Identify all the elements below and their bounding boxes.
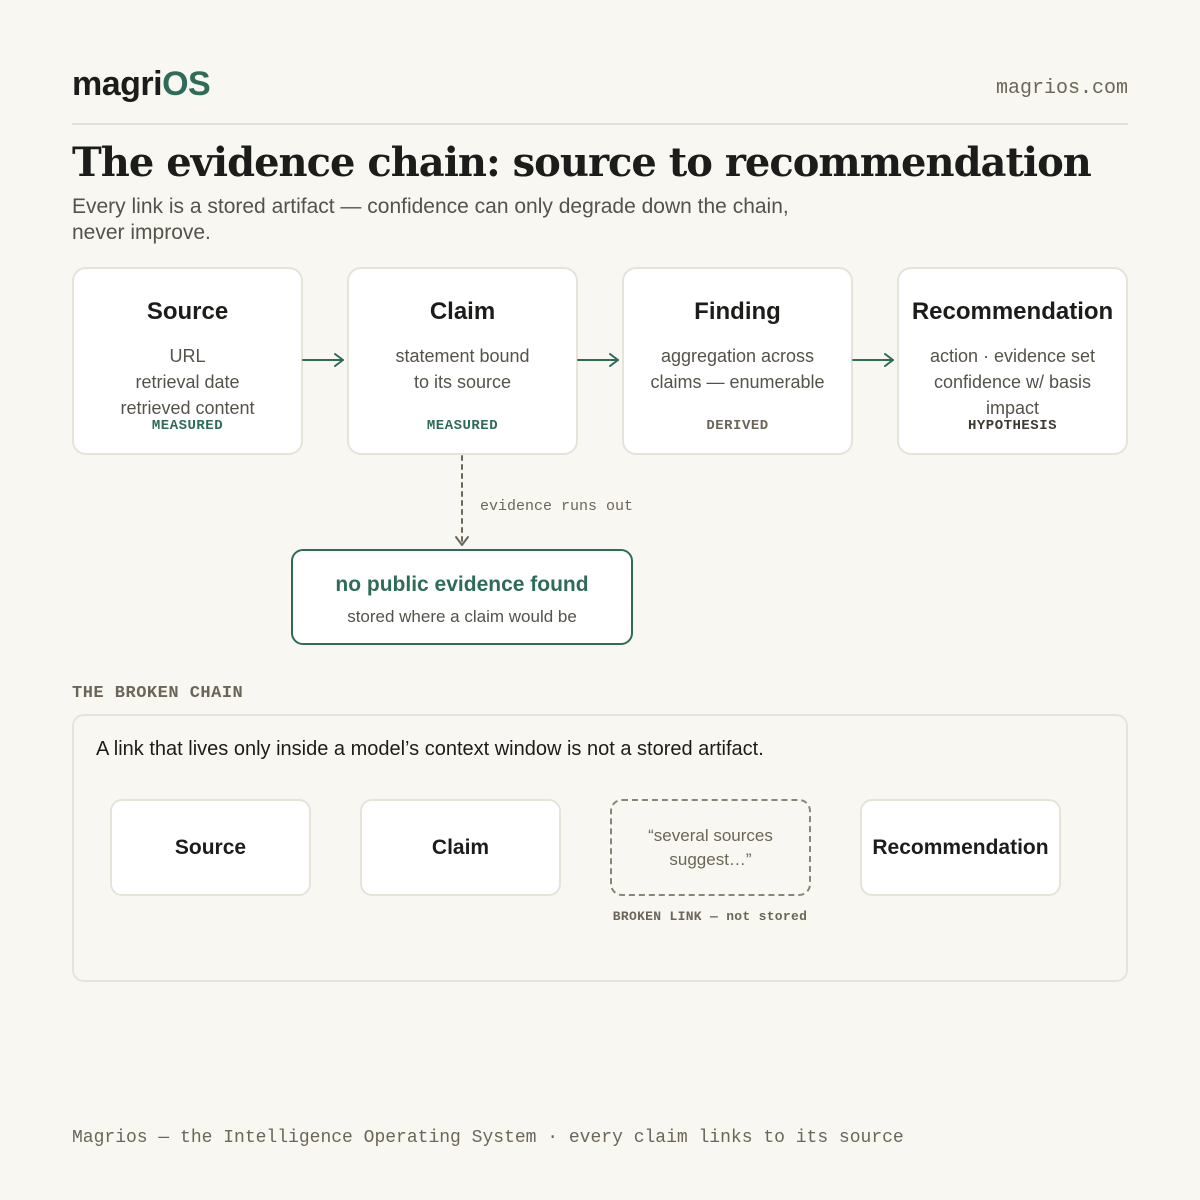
brand-accent: OS <box>162 65 211 103</box>
node-title: Claim <box>431 835 490 859</box>
node-detail: action · evidence set <box>929 346 1096 366</box>
broken-node-claim <box>360 799 561 896</box>
node-title: Recommendation <box>872 835 1049 859</box>
broken-node-source <box>110 799 311 896</box>
node-detail: URL <box>169 346 206 366</box>
node-tag-derived: DERIVED <box>706 418 769 434</box>
node-tag-measured: MEASURED <box>426 418 499 434</box>
node-detail: confidence w/ basis <box>933 372 1092 392</box>
node-detail: retrieved content <box>120 398 255 418</box>
subtitle-line-2: never improve. <box>72 221 211 244</box>
brand-main: magri <box>72 65 163 103</box>
dead-end-subtitle: stored where a claim would be <box>347 607 577 626</box>
broken-quote-line-2: suggest…” <box>669 849 752 869</box>
node-detail: statement bound <box>395 346 530 366</box>
site-url[interactable]: magrios.com <box>995 77 1128 100</box>
edge-label-evidence-runs-out: evidence runs out <box>480 498 634 515</box>
node-title: Recommendation <box>911 298 1114 325</box>
node-title: Finding <box>694 298 781 325</box>
page-title: The evidence chain: source to recommendation <box>72 139 1091 186</box>
node-detail: claims — enumerable <box>650 372 825 392</box>
node-detail: aggregation across <box>660 346 815 366</box>
dead-end-title: no public evidence found <box>335 573 589 596</box>
node-title: Source <box>146 298 229 325</box>
node-detail: to its source <box>413 372 512 392</box>
node-detail: impact <box>985 398 1039 418</box>
subtitle-line-1: Every link is a stored artifact — confidence can only degrade down the chain, <box>72 195 789 218</box>
section-label-broken-chain: THE BROKEN CHAIN <box>72 684 244 703</box>
node-tag-hypothesis: HYPOTHESIS <box>967 418 1057 434</box>
node-title: Source <box>174 835 247 859</box>
broken-chain-description: A link that lives only inside a model’s context window is not a stored artifact. <box>96 738 764 760</box>
node-tag-measured: MEASURED <box>151 418 224 434</box>
broken-node-recommendation <box>860 799 1061 896</box>
node-detail: retrieval date <box>135 372 240 392</box>
dead-end-node <box>291 549 633 645</box>
node-title: Claim <box>429 298 496 325</box>
broken-quote-line-1: “several sources <box>648 825 773 845</box>
broken-node-gap <box>610 799 811 896</box>
broken-link-label: BROKEN LINK — not stored <box>612 909 808 924</box>
footer-tagline: Magrios — the Intelligence Operating System · every claim links to its source <box>72 1128 904 1148</box>
